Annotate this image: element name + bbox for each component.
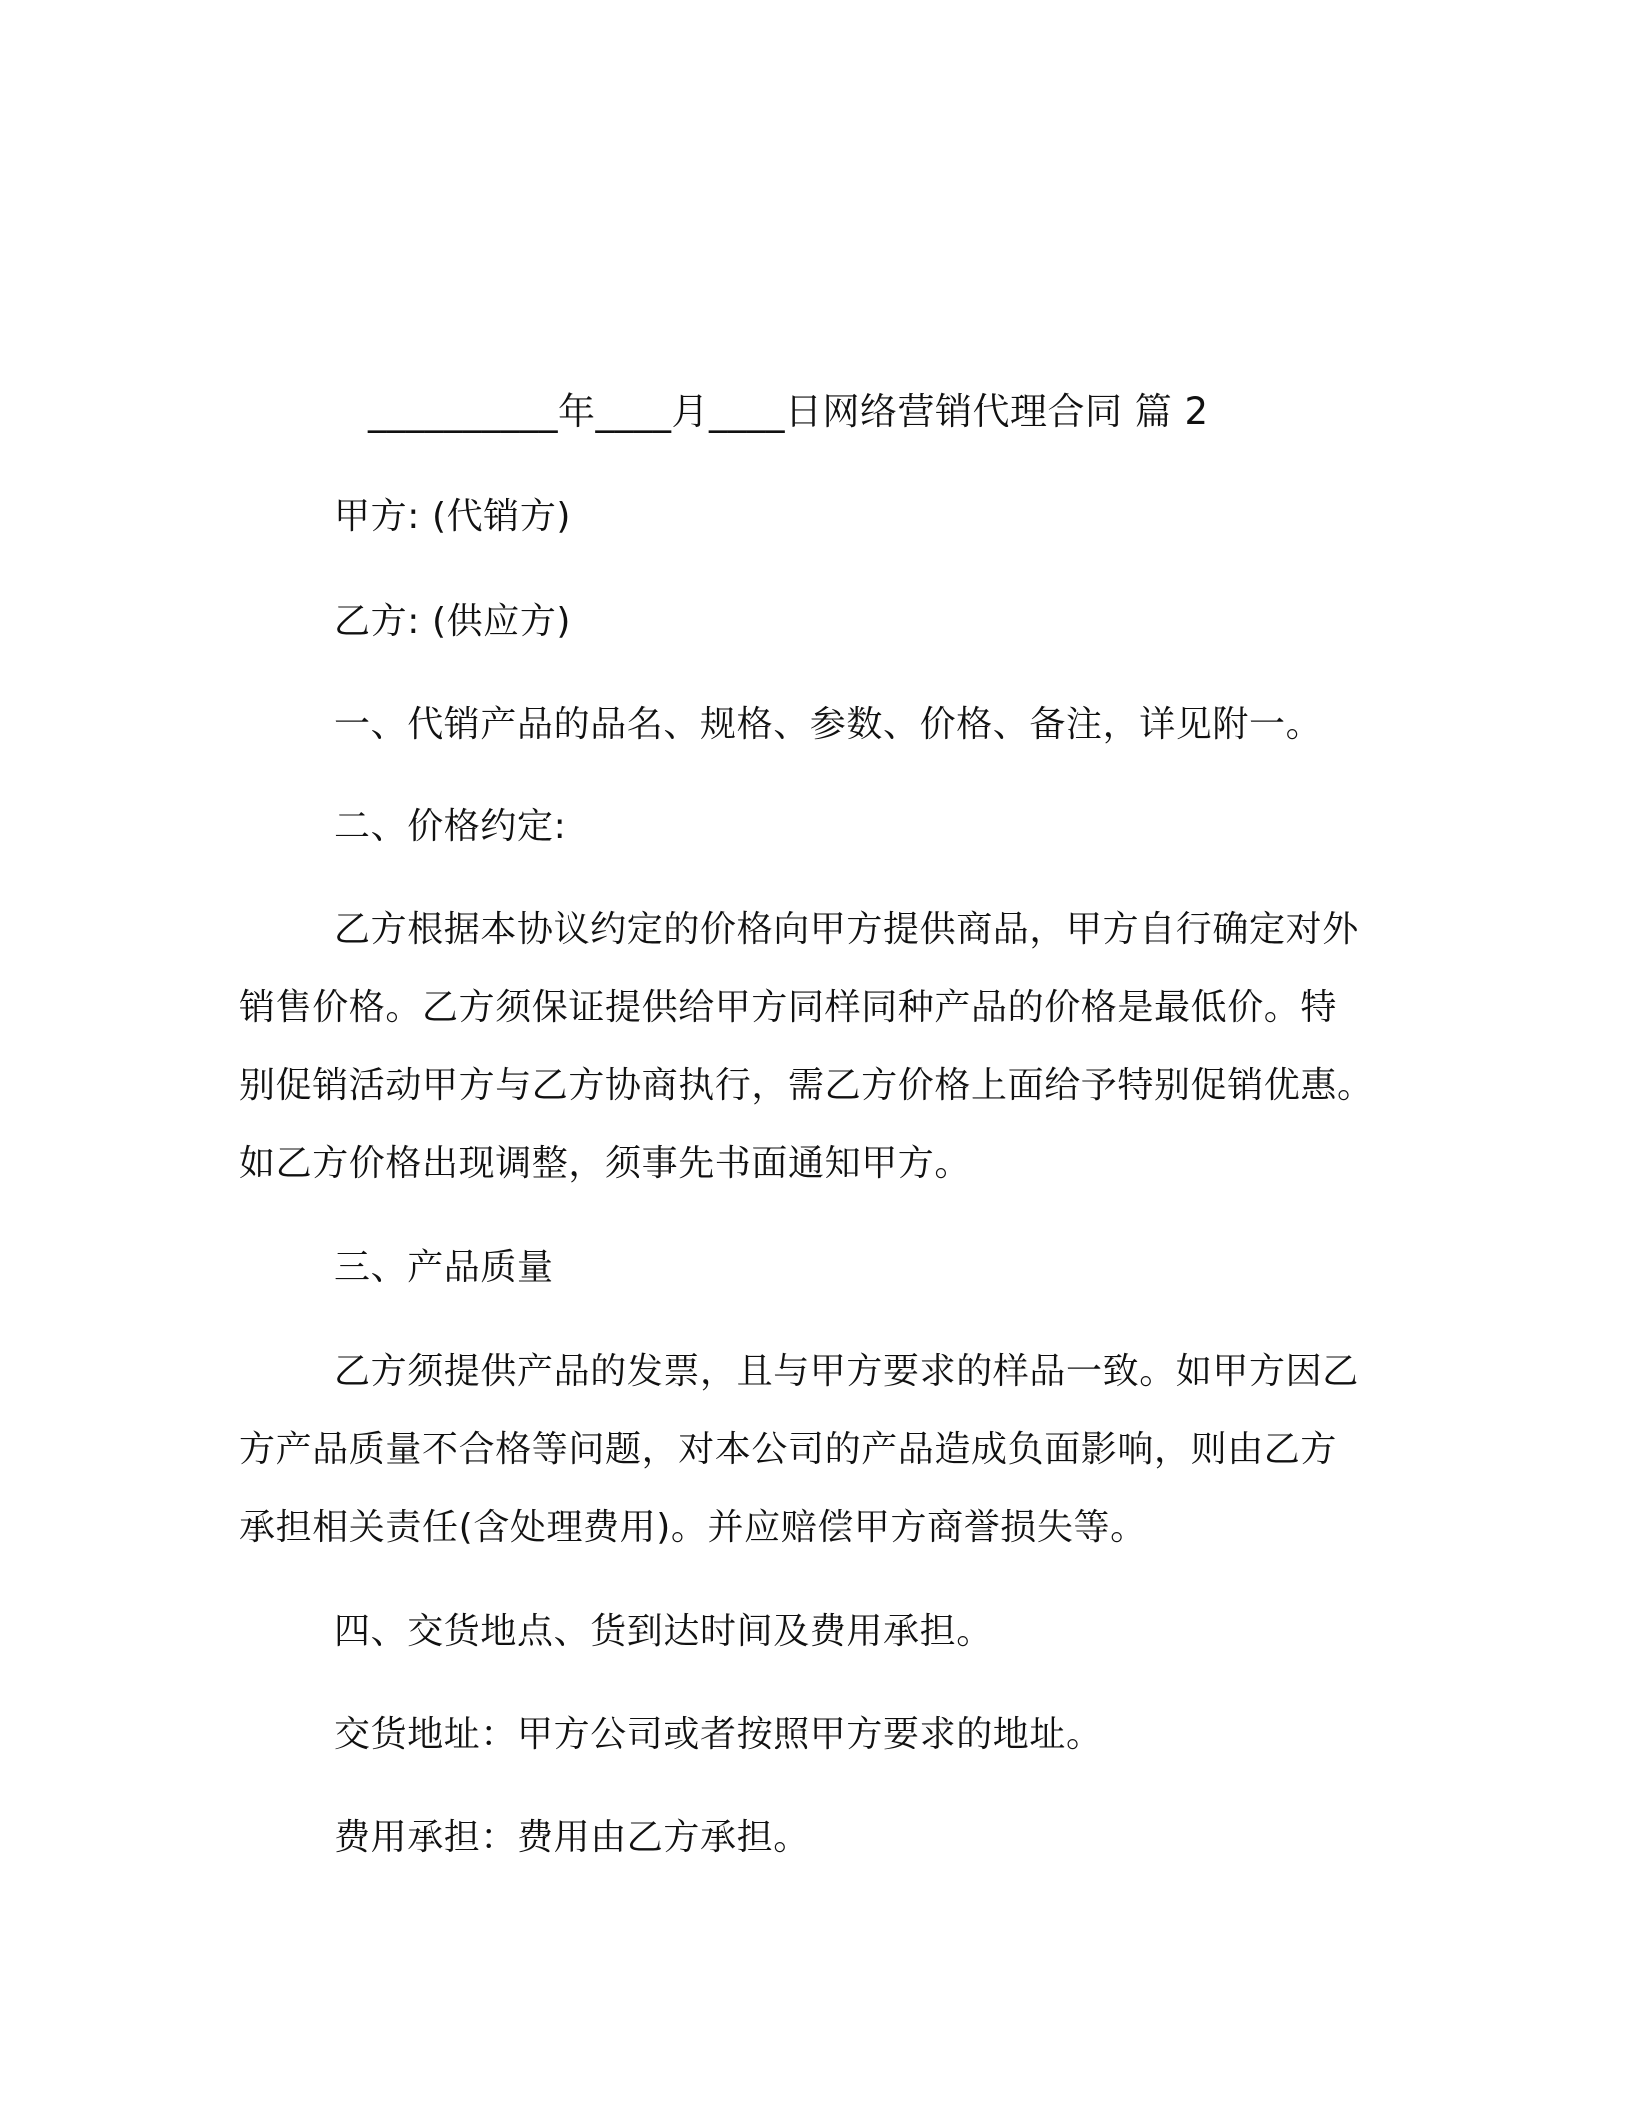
section-3-heading: 三、产品质量 (334, 1247, 554, 1288)
document-title: __________年____月____日网络营销代理合同 篇 2 (368, 390, 1209, 433)
section-3-line-2: 方产品质量不合格等问题，对本公司的产品造成负面影响，则由乙方 (239, 1429, 1338, 1470)
section-2-line-1: 乙方根据本协议约定的价格向甲方提供商品，甲方自行确定对外 (334, 909, 1359, 950)
section-1-text: 一、代销产品的品名、规格、参数、价格、备注，详见附一。 (334, 704, 1323, 745)
cost-bearing-line: 费用承担：费用由乙方承担。 (334, 1817, 810, 1858)
section-2-line-3: 别促销活动甲方与乙方协商执行，需乙方价格上面给予特别促销优惠。 (239, 1065, 1374, 1106)
party-b-line: 乙方: (供应方) (334, 601, 572, 642)
section-3-line-1: 乙方须提供产品的发票，且与甲方要求的样品一致。如甲方因乙 (334, 1351, 1359, 1392)
section-2-line-2: 销售价格。乙方须保证提供给甲方同样同种产品的价格是最低价。特 (239, 987, 1338, 1028)
section-2-line-4: 如乙方价格出现调整，须事先书面通知甲方。 (239, 1143, 972, 1184)
section-4-heading: 四、交货地点、货到达时间及费用承担。 (334, 1611, 993, 1652)
party-a-line: 甲方: (代销方) (334, 496, 572, 537)
section-3-line-3: 承担相关责任(含处理费用)。并应赔偿甲方商誉损失等。 (239, 1507, 1147, 1548)
section-2-heading: 二、价格约定: (334, 806, 567, 847)
delivery-address-line: 交货地址：甲方公司或者按照甲方要求的地址。 (334, 1714, 1103, 1755)
